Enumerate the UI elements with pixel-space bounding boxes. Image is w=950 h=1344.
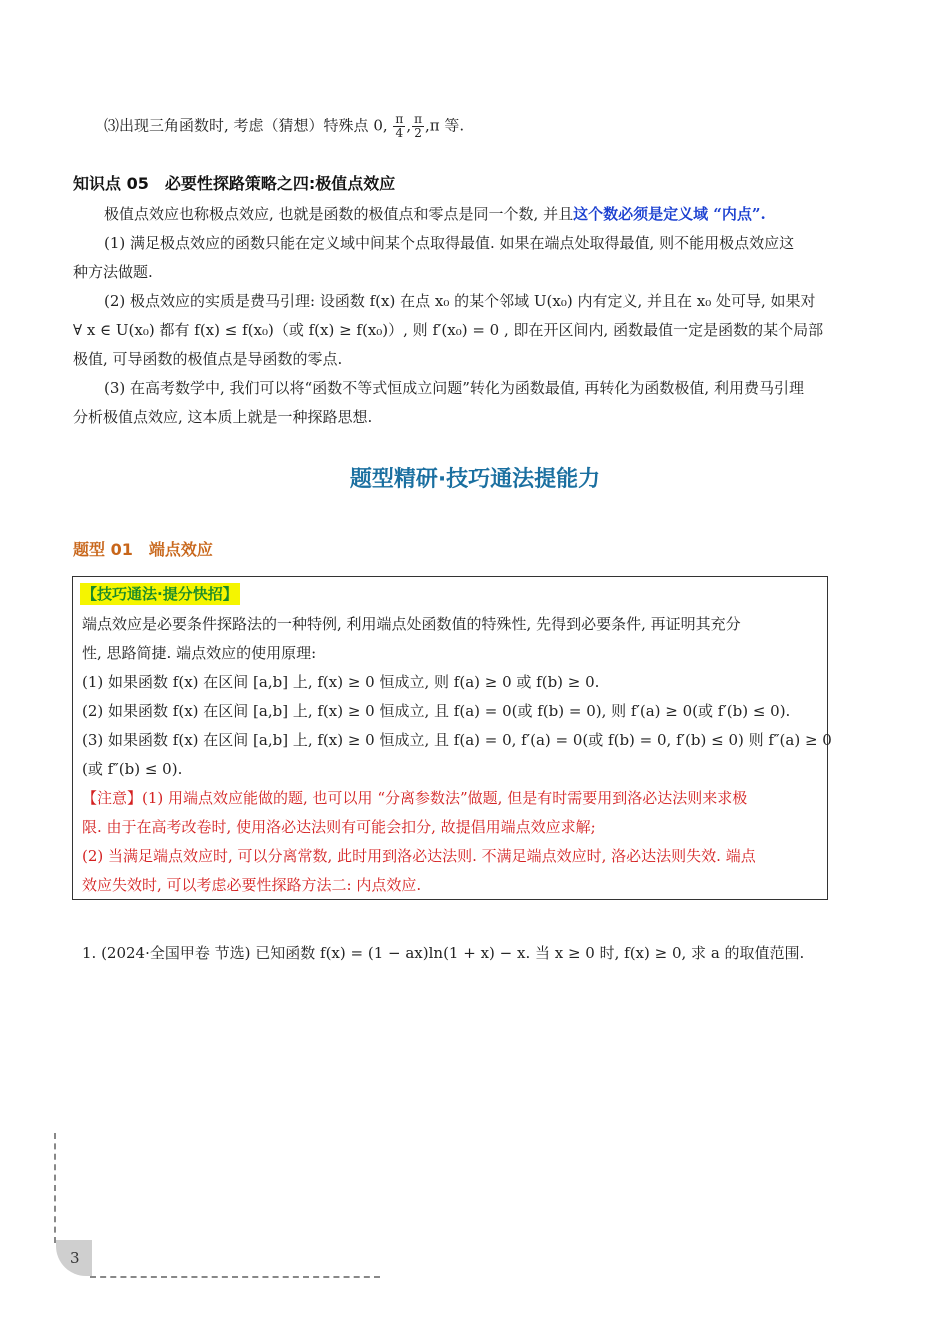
tip-rule-1: (1) 如果函数 f(x) 在区间 [a,b] 上, f(x) ≥ 0 恒成立, 则 f(a) ≥ 0 或 f(b) ≥ 0. (82, 673, 600, 691)
tip-note-line-4: 效应失效时, 可以考虑必要性探路方法二: 内点效应. (82, 876, 422, 894)
kp05-paragraph-3-line-2: ∀ x ∈ U(x₀) 都有 f(x) ≤ f(x₀)（或 f(x) ≥ f(x₀)）, 则 f′(x₀) = 0 , 即在开区间内, 函数最值一定是函数的某个局部 (73, 321, 824, 339)
fraction-pi-over-4 (393, 113, 405, 140)
tip-note-line-2: 限. 由于在高考改卷时, 使用洛必达法则有可能会扣分, 故提倡用端点效应求解; (82, 818, 596, 836)
tip-rule-3-line-1: (3) 如果函数 f(x) 在区间 [a,b] 上, f(x) ≥ 0 恒成立, 且 f(a) = 0, f′(a) = 0(或 f(b) = 0, f′(b) ≤ 0) 则 f″(a) ≥ 0 (82, 731, 832, 749)
zero-value: 0, (373, 116, 388, 135)
tip-intro-line-2: 性, 思路简捷. 端点效应的使用原理: (82, 644, 317, 662)
tip-intro-line-1: 端点效应是必要条件探路法的一种特例, 利用端点处函数值的特殊性, 先得到必要条件, 再证明其充分 (82, 615, 741, 633)
tip-tag: 【技巧通法·提分快招】 (82, 585, 238, 603)
section-title: 题型精研·技巧通法提能力 (349, 467, 601, 492)
question-1: 1. (2024·全国甲卷 节选) 已知函数 f(x) = (1 − ax)ln(1 + x) − x. 当 x ≥ 0 时, f(x) ≥ 0, 求 a 的取值范围. (82, 944, 805, 962)
fraction-denominator: 4 (395, 126, 404, 140)
kp05-paragraph-4-line-2: 分析极值点效应, 这本质上就是一种探路思想. (73, 408, 373, 426)
page-dashed-border-vertical (54, 1133, 56, 1243)
kp05-paragraph-2-line-1: (1) 满足极点效应的函数只能在定义域中间某个点取得最值. 如果在端点处取得最值, 则不能用极点效应这 (104, 234, 795, 252)
kp05-paragraph-3-line-3: 极值, 可导函数的极值点是导函数的零点. (73, 350, 343, 368)
fraction-numerator: π (395, 112, 404, 126)
tip-note-line-3: (2) 当满足端点效应时, 可以分离常数, 此时用到洛必达法则. 不满足端点效应时, 洛必达法则失效. 端点 (82, 847, 756, 865)
tip-note-line-1: 【注意】(1) 用端点效应能做的题, 也可以用 “分离参数法”做题, 但是有时需要用到洛必达法则来求极 (82, 789, 748, 807)
knowledge-point-05-heading: 知识点 05 必要性探路策略之四:极值点效应 (73, 174, 396, 193)
page-dashed-border-horizontal (90, 1276, 380, 1278)
tip-rule-3-line-2: (或 f″(b) ≤ 0). (82, 760, 183, 778)
trig-prefix: ⑶出现三角函数时, 考虑（猜想）特殊点 (104, 116, 369, 135)
question-type-01-heading: 题型 01 端点效应 (73, 540, 213, 559)
kp05-paragraph-3-line-1: (2) 极点效应的实质是费马引理: 设函数 f(x) 在点 x₀ 的某个邻域 U(x₀) 内有定义, 并且在 x₀ 处可导, 如果对 (104, 292, 816, 310)
kp05-p1-emphasis: 这个数必须是定义域 “内点”. (573, 205, 766, 223)
page-number: 3 (56, 1240, 92, 1276)
kp05-paragraph-1 (104, 204, 766, 224)
fraction-numerator: π (414, 112, 422, 126)
fraction-pi-over-2 (412, 113, 424, 140)
kp05-p1-text: 极值点效应也称极点效应, 也就是函数的极值点和零点是同一个数, 并且 (104, 205, 574, 223)
trig-suffix: ,π 等. (424, 116, 465, 135)
kp05-paragraph-2-line-2: 种方法做题. (73, 263, 153, 281)
trig-special-points-line (104, 113, 464, 140)
kp05-paragraph-4-line-1: (3) 在高考数学中, 我们可以将“函数不等式恒成立问题”转化为函数最值, 再转化为函数极值, 利用费马引理 (104, 379, 804, 397)
fraction-denominator: 2 (414, 126, 422, 140)
tip-rule-2: (2) 如果函数 f(x) 在区间 [a,b] 上, f(x) ≥ 0 恒成立, 且 f(a) = 0(或 f(b) = 0), 则 f′(a) ≥ 0(或 f′(b) ≤ 0). (82, 702, 791, 720)
comma: , (406, 116, 412, 135)
